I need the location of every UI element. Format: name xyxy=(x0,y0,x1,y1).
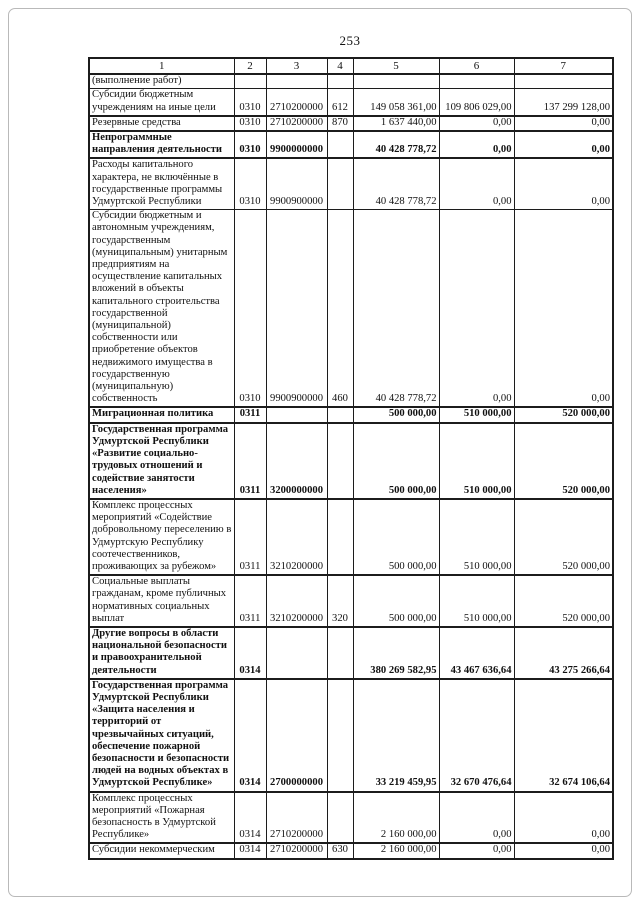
row-label: Комплекс процессных мероприятий «Содействие добровольному переселению в Удмуртскую Республику соотечественников, проживающих за рубежом» xyxy=(89,499,234,575)
amount-year3: 43 275 266,64 xyxy=(514,627,613,679)
amount-year2: 0,00 xyxy=(439,210,514,408)
section-code: 0310 xyxy=(234,210,266,408)
column-header: 2 xyxy=(234,58,266,74)
table-row xyxy=(89,679,613,792)
amount-year1: 33 219 459,95 xyxy=(353,679,439,792)
amount-year3: 520 000,00 xyxy=(514,407,613,422)
amount-year3: 0,00 xyxy=(514,116,613,131)
section-code xyxy=(234,74,266,89)
amount-year3: 0,00 xyxy=(514,158,613,209)
expense-type-code: 460 xyxy=(327,210,353,408)
amount-year1: 2 160 000,00 xyxy=(353,843,439,858)
table-row xyxy=(89,74,613,89)
target-article-code: 2700000000 xyxy=(266,679,327,792)
section-code: 0314 xyxy=(234,843,266,858)
section-code: 0311 xyxy=(234,499,266,575)
section-code: 0310 xyxy=(234,158,266,209)
row-label: Социальные выплаты гражданам, кроме публичных нормативных социальных выплат xyxy=(89,575,234,627)
amount-year3: 520 000,00 xyxy=(514,499,613,575)
expense-type-code: 320 xyxy=(327,575,353,627)
table-row xyxy=(89,210,613,408)
target-article-code: 9900900000 xyxy=(266,158,327,209)
amount-year2: 0,00 xyxy=(439,158,514,209)
amount-year1: 2 160 000,00 xyxy=(353,792,439,844)
target-article-code: 3200000000 xyxy=(266,423,327,499)
section-code: 0311 xyxy=(234,407,266,422)
section-code: 0314 xyxy=(234,679,266,792)
amount-year2: 510 000,00 xyxy=(439,575,514,627)
target-article-code: 2710200000 xyxy=(266,843,327,858)
row-label: Резервные средства xyxy=(89,116,234,131)
table-row xyxy=(89,116,613,131)
row-label: Субсидии бюджетным и автономным учреждениям, государственным (муниципальным) унитарным предприятиям на осуществление капитальных вложений в объекты капитального строительства государственной (муниципальной) собственности или приобретение объектов недвижимого имущества в государственную (муниципальную) собственность xyxy=(89,210,234,408)
target-article-code: 9900900000 xyxy=(266,210,327,408)
amount-year2: 109 806 029,00 xyxy=(439,89,514,116)
column-header: 4 xyxy=(327,58,353,74)
amount-year2: 0,00 xyxy=(439,131,514,158)
table-row xyxy=(89,843,613,858)
target-article-code: 9900000000 xyxy=(266,131,327,158)
target-article-code: 2710200000 xyxy=(266,116,327,131)
section-code: 0314 xyxy=(234,627,266,679)
target-article-code: 3210200000 xyxy=(266,499,327,575)
amount-year1: 500 000,00 xyxy=(353,407,439,422)
expense-type-code: 630 xyxy=(327,843,353,858)
row-label: Расходы капитального характера, не включённые в государственные программы Удмуртской Республики xyxy=(89,158,234,209)
amount-year1 xyxy=(353,74,439,89)
table-row xyxy=(89,627,613,679)
amount-year1: 500 000,00 xyxy=(353,499,439,575)
section-code: 0314 xyxy=(234,792,266,844)
page-number: 253 xyxy=(339,33,361,48)
row-label: Миграционная политика xyxy=(89,407,234,422)
section-code: 0311 xyxy=(234,575,266,627)
row-label: Государственная программа Удмуртской Республики «Защита населения и территорий от чрезвычайных ситуаций, обеспечение пожарной безопасности и безопасности людей на водных объектах в Удмуртской Республике» xyxy=(89,679,234,792)
amount-year2 xyxy=(439,74,514,89)
row-label: Комплекс процессных мероприятий «Пожарная безопасность в Удмуртской Республике» xyxy=(89,792,234,844)
amount-year2: 510 000,00 xyxy=(439,407,514,422)
amount-year2: 0,00 xyxy=(439,843,514,858)
column-header: 1 xyxy=(89,58,234,74)
amount-year1: 40 428 778,72 xyxy=(353,210,439,408)
column-header: 5 xyxy=(353,58,439,74)
table-row xyxy=(89,158,613,209)
row-label: Другие вопросы в области национальной безопасности и правоохранительной деятельности xyxy=(89,627,234,679)
budget-table xyxy=(88,57,614,860)
table-row xyxy=(89,792,613,844)
expense-type-code xyxy=(327,74,353,89)
target-article-code xyxy=(266,407,327,422)
amount-year3: 137 299 128,00 xyxy=(514,89,613,116)
expense-type-code xyxy=(327,158,353,209)
target-article-code: 2710200000 xyxy=(266,792,327,844)
amount-year1: 380 269 582,95 xyxy=(353,627,439,679)
amount-year3: 520 000,00 xyxy=(514,575,613,627)
amount-year2: 0,00 xyxy=(439,792,514,844)
section-code: 0310 xyxy=(234,116,266,131)
amount-year3: 0,00 xyxy=(514,210,613,408)
column-header: 7 xyxy=(514,58,613,74)
expense-type-code xyxy=(327,792,353,844)
target-article-code xyxy=(266,74,327,89)
section-code: 0310 xyxy=(234,89,266,116)
section-code: 0311 xyxy=(234,423,266,499)
table-header-row xyxy=(89,58,613,74)
table-row xyxy=(89,575,613,627)
table-row xyxy=(89,499,613,575)
amount-year2: 32 670 476,64 xyxy=(439,679,514,792)
target-article-code: 3210200000 xyxy=(266,575,327,627)
row-label: Государственная программа Удмуртской Республики «Развитие социально-трудовых отношений и содействие занятости населения» xyxy=(89,423,234,499)
amount-year1: 149 058 361,00 xyxy=(353,89,439,116)
row-label: (выполнение работ) xyxy=(89,74,234,89)
amount-year3: 32 674 106,64 xyxy=(514,679,613,792)
amount-year1: 1 637 440,00 xyxy=(353,116,439,131)
row-label: Непрограммные направления деятельности xyxy=(89,131,234,158)
table-row xyxy=(89,131,613,158)
column-header: 3 xyxy=(266,58,327,74)
table-row xyxy=(89,407,613,422)
row-label: Субсидии бюджетным учреждениям на иные цели xyxy=(89,89,234,116)
expense-type-code: 870 xyxy=(327,116,353,131)
expense-type-code xyxy=(327,131,353,158)
expense-type-code xyxy=(327,499,353,575)
section-code: 0310 xyxy=(234,131,266,158)
expense-type-code xyxy=(327,679,353,792)
target-article-code: 2710200000 xyxy=(266,89,327,116)
column-header: 6 xyxy=(439,58,514,74)
expense-type-code: 612 xyxy=(327,89,353,116)
amount-year1: 40 428 778,72 xyxy=(353,158,439,209)
amount-year2: 0,00 xyxy=(439,116,514,131)
expense-type-code xyxy=(327,407,353,422)
table-row xyxy=(89,423,613,499)
amount-year1: 500 000,00 xyxy=(353,423,439,499)
row-label: Субсидии некоммерческим xyxy=(89,843,234,858)
amount-year2: 510 000,00 xyxy=(439,423,514,499)
amount-year3 xyxy=(514,74,613,89)
expense-type-code xyxy=(327,627,353,679)
amount-year1: 40 428 778,72 xyxy=(353,131,439,158)
amount-year3: 0,00 xyxy=(514,843,613,858)
amount-year1: 500 000,00 xyxy=(353,575,439,627)
expense-type-code xyxy=(327,423,353,499)
amount-year3: 0,00 xyxy=(514,131,613,158)
target-article-code xyxy=(266,627,327,679)
amount-year3: 0,00 xyxy=(514,792,613,844)
amount-year2: 510 000,00 xyxy=(439,499,514,575)
table-row xyxy=(89,89,613,116)
amount-year2: 43 467 636,64 xyxy=(439,627,514,679)
amount-year3: 520 000,00 xyxy=(514,423,613,499)
